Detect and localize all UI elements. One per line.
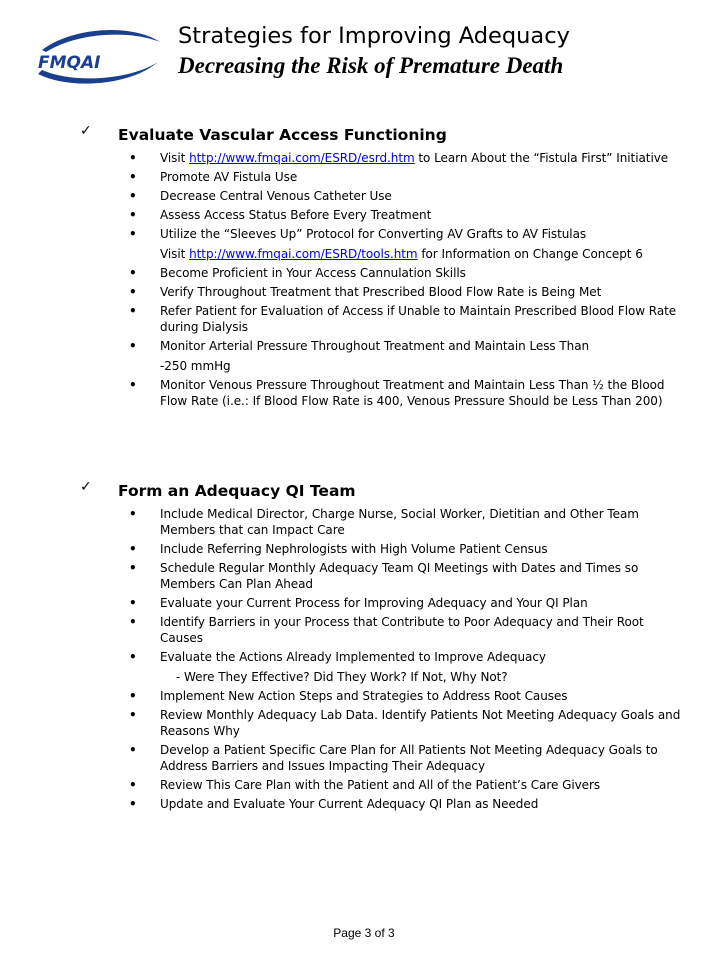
list-item: • Schedule Regular Monthly Adequacy Team QI Meetings with Dates and Times so Members Can Plan Ahead	[129, 561, 639, 591]
list-item: • Identify Barriers in your Process that Contribute to Poor Adequacy and Their Root Causes	[129, 615, 644, 645]
bullet-icon: •	[129, 266, 137, 280]
checkmark-icon: ✓	[80, 479, 92, 495]
list-item: • Review Monthly Adequacy Lab Data. Identify Patients Not Meeting Adequacy Goals and Reasons Why	[129, 708, 681, 738]
bullet-icon: •	[129, 227, 137, 241]
list-item: • Evaluate your Current Process for Improving Adequacy and Your QI Plan	[129, 596, 588, 610]
bullet-icon: •	[129, 743, 137, 757]
bullet-icon: •	[129, 708, 137, 722]
list-item: • Verify Throughout Treatment that Prescribed Blood Flow Rate is Being Met	[129, 285, 602, 299]
list-item: -250 mmHg	[160, 359, 231, 373]
list-item: • Include Referring Nephrologists with High Volume Patient Census	[129, 542, 548, 556]
list-item: • Monitor Arterial Pressure Throughout Treatment and Maintain Less Than	[129, 339, 590, 353]
bullet-icon: •	[129, 650, 137, 664]
bullet-icon: •	[129, 339, 137, 353]
list-item: • Review This Care Plan with the Patient and All of the Patient’s Care Givers	[129, 778, 601, 792]
list-item: • Evaluate the Actions Already Implemented to Improve Adequacy	[129, 650, 546, 664]
page-title: Strategies for Improving Adequacy	[178, 23, 570, 49]
section-qi-team	[80, 480, 690, 812]
logo-text: FMQAI	[38, 53, 101, 73]
list-item: • Update and Evaluate Your Current Adequacy QI Plan as Needed	[129, 797, 539, 811]
list-item: • Become Proficient in Your Access Cannulation Skills	[129, 266, 466, 280]
list-item: • Implement New Action Steps and Strategies to Address Root Causes	[129, 689, 568, 703]
page-subtitle: Decreasing the Risk of Premature Death	[178, 53, 564, 78]
page-number: Page 3 of 3	[333, 926, 395, 940]
section-title: Form an Adequacy QI Team	[118, 482, 356, 500]
list-item: • Promote AV Fistula Use	[129, 170, 298, 184]
bullet-icon: •	[129, 378, 137, 392]
list-item: • Utilize the “Sleeves Up” Protocol for Converting AV Grafts to AV Fistulas	[129, 227, 587, 241]
bullet-icon: •	[129, 778, 137, 792]
tools-link[interactable]: http://www.fmqai.com/ESRD/tools.htm	[189, 247, 418, 261]
list-item: • Decrease Central Venous Catheter Use	[129, 189, 392, 203]
section-vascular-access	[80, 124, 690, 409]
checkmark-icon: ✓	[80, 123, 92, 139]
list-item: • Develop a Patient Specific Care Plan for All Patients Not Meeting Adequacy Goals to Address Barriers and Issues Impacting Their Adequacy	[129, 743, 658, 773]
fmqai-logo	[34, 28, 162, 86]
list-item: • Refer Patient for Evaluation of Access if Unable to Maintain Prescribed Blood Flow Rate during Dialysis	[129, 304, 677, 334]
section-title: Evaluate Vascular Access Functioning	[118, 126, 447, 144]
bullet-icon: •	[129, 689, 137, 703]
bullet-icon: •	[129, 304, 137, 318]
bullet-icon: •	[129, 507, 137, 521]
esrd-link[interactable]: http://www.fmqai.com/ESRD/esrd.htm	[189, 151, 415, 165]
bullet-icon: •	[129, 170, 137, 184]
list-item: Visit http://www.fmqai.com/ESRD/tools.htm for Information on Change Concept 6	[160, 247, 643, 261]
list-item: • Assess Access Status Before Every Treatment	[129, 208, 432, 222]
bullet-icon: •	[129, 596, 137, 610]
bullet-icon: •	[129, 189, 137, 203]
bullet-icon: •	[129, 208, 137, 222]
list-item: • Visit http://www.fmqai.com/ESRD/esrd.htm to Learn About the “Fistula First” Initiative	[129, 151, 669, 165]
list-item: - Were They Effective? Did They Work? If Not, Why Not?	[176, 670, 508, 684]
bullet-icon: •	[129, 797, 137, 811]
list-item: • Include Medical Director, Charge Nurse, Social Worker, Dietitian and Other Team Members that can Impact Care	[129, 507, 639, 537]
bullet-icon: •	[129, 151, 137, 165]
list-item: • Monitor Venous Pressure Throughout Treatment and Maintain Less Than ½ the Blood Flow Rate (i.e.: If Blood Flow Rate is 400, Venous Pressure Should be Less Than 200)	[129, 378, 665, 408]
bullet-icon: •	[129, 285, 137, 299]
bullet-icon: •	[129, 615, 137, 629]
bullet-icon: •	[129, 542, 137, 556]
bullet-icon: •	[129, 561, 137, 575]
